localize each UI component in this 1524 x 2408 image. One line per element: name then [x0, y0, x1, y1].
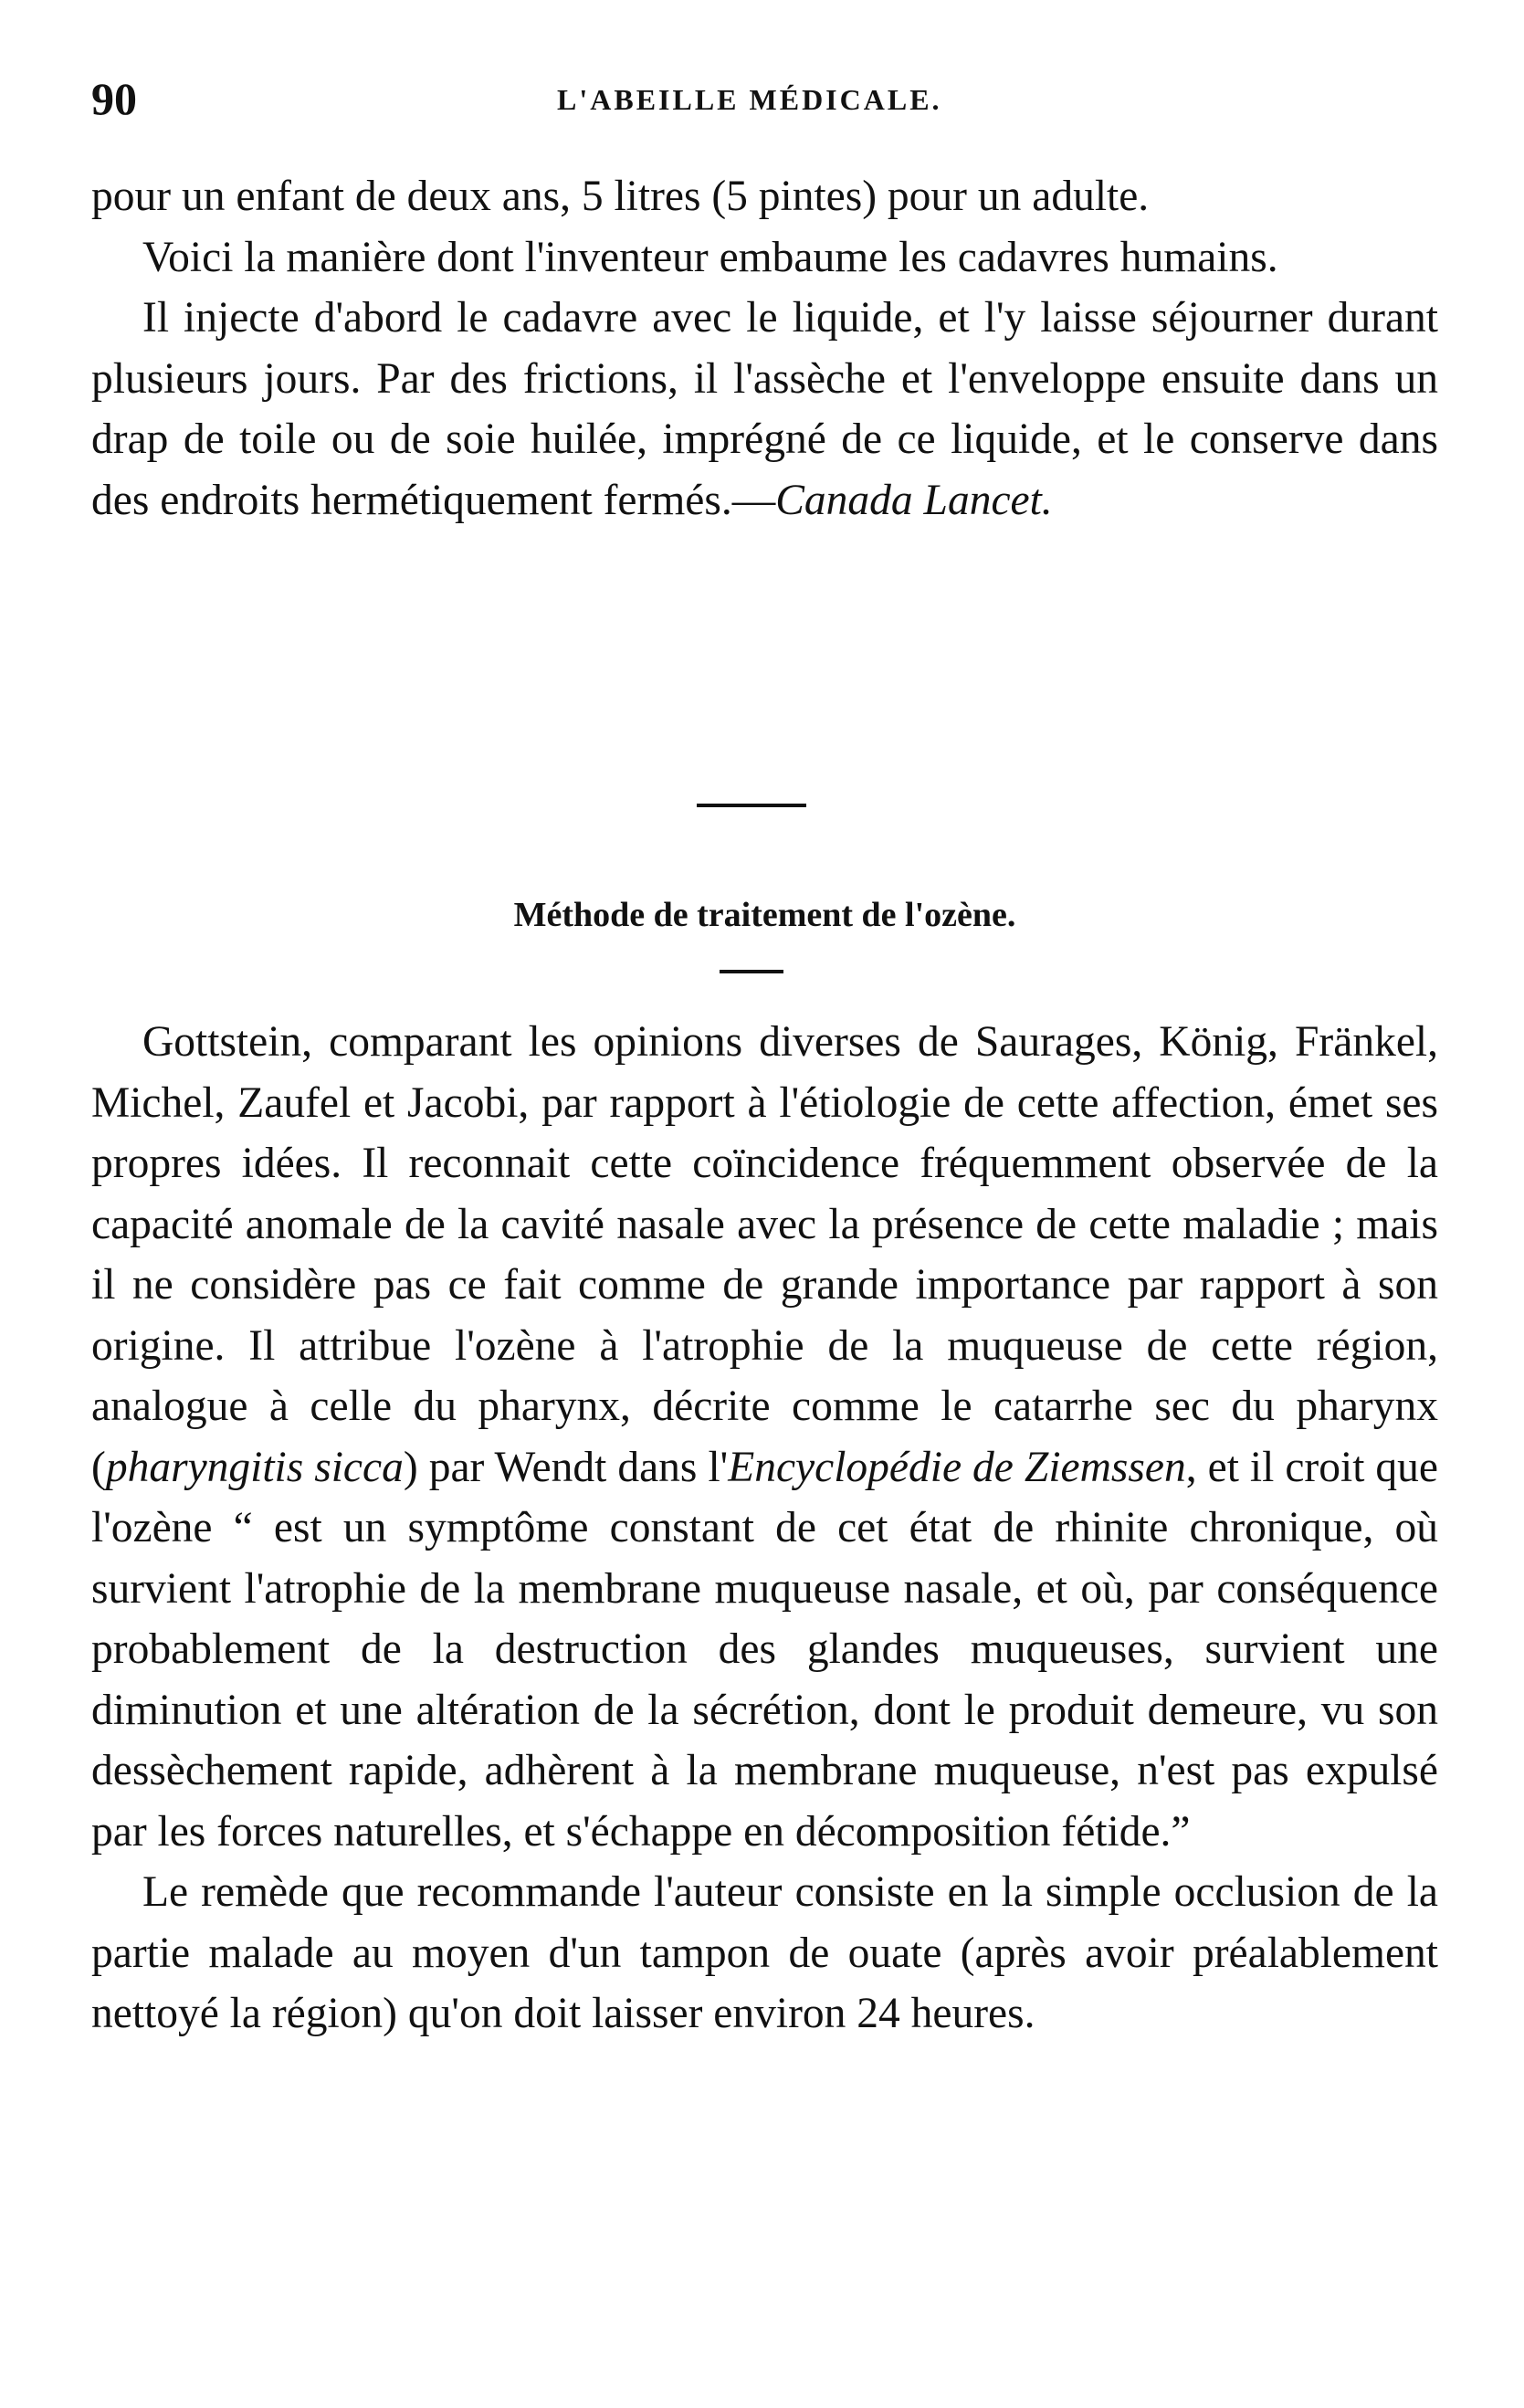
running-head	[91, 71, 1434, 126]
ozene-section	[91, 1012, 1438, 2045]
paragraph-continuation: pour un enfant de deux ans, 5 litres (5 pintes) pour un adulte.	[91, 173, 1150, 220]
embalming-section	[91, 166, 1438, 531]
ozene-text-part2: ) par Wendt dans l'	[403, 1443, 729, 1491]
ozene-text-part1: Gottstein, comparant les opinions diverses de Saurages, König, Fränkel, Michel, Zaufel et Jacobi, par rapport à l'étiologie de cette affection, émet ses propres idées. Il reconnait cette coïncidence fréquemment observée de la capacité anomale de la cavité nasale avec la présence de cette maladie ; mais il ne considère pas ce fait comme de grande importance par rapport à son origine. Il attribue l'ozène à l'atrophie de la muqueuse de cette région, analogue à celle du pharynx, décrite comme le catarrhe sec du pharynx (	[91, 1018, 1438, 1491]
paragraph-embalming-intro: Voici la manière dont l'inventeur embaume les cadavres humains.	[142, 233, 1278, 281]
source-citation: Canada Lancet.	[775, 476, 1053, 524]
italic-title-encyclopedie: Encyclopédie de Ziemssen	[728, 1443, 1186, 1491]
title-underline-rule	[720, 970, 783, 973]
journal-title: L'ABEILLE MÉDICALE.	[557, 83, 942, 116]
page-number: 90	[91, 73, 137, 124]
paragraph-ozene-theory	[91, 1012, 1438, 1862]
paragraph-embalming-method	[91, 288, 1438, 531]
italic-term-pharyngitis: pharyngitis sicca	[105, 1443, 404, 1491]
ozene-text-part3: , et il croit que l'ozène “ est un symptôme constant de cet état de rhinite chronique, où survient l'atrophie de la membrane muqueuse nasale, et où, par conséquence probablement de la destruction des glandes muqueuses, survient une diminution et une altération de la sécrétion, dont le produit demeure, vu son dessèchement rapide, adhèrent à la membrane muqueuse, n'est pas expulsé par les forces naturelles, et s'échappe en décomposition fétide.”	[91, 1443, 1438, 1856]
embalming-method-text: Il injecte d'abord le cadavre avec le liquide, et l'y laisse séjourner durant plusieurs jours. Par des frictions, il l'assèche et l'enveloppe ensuite dans un drap de toile ou de soie huilée, imprégné de ce liquide, et le conserve dans des endroits hermétiquement fermés.—	[91, 294, 1438, 524]
paragraph-ozene-remedy: Le remède que recommande l'auteur consiste en la simple occlusion de la partie malade au moyen d'un tampon de ouate (après avoir préalablement nettoyé la région) qu'on doit laisser environ 24 heures.	[91, 1868, 1438, 2037]
section-divider-rule	[697, 804, 806, 807]
section-title: Méthode de traitement de l'ozène.	[513, 896, 1016, 934]
